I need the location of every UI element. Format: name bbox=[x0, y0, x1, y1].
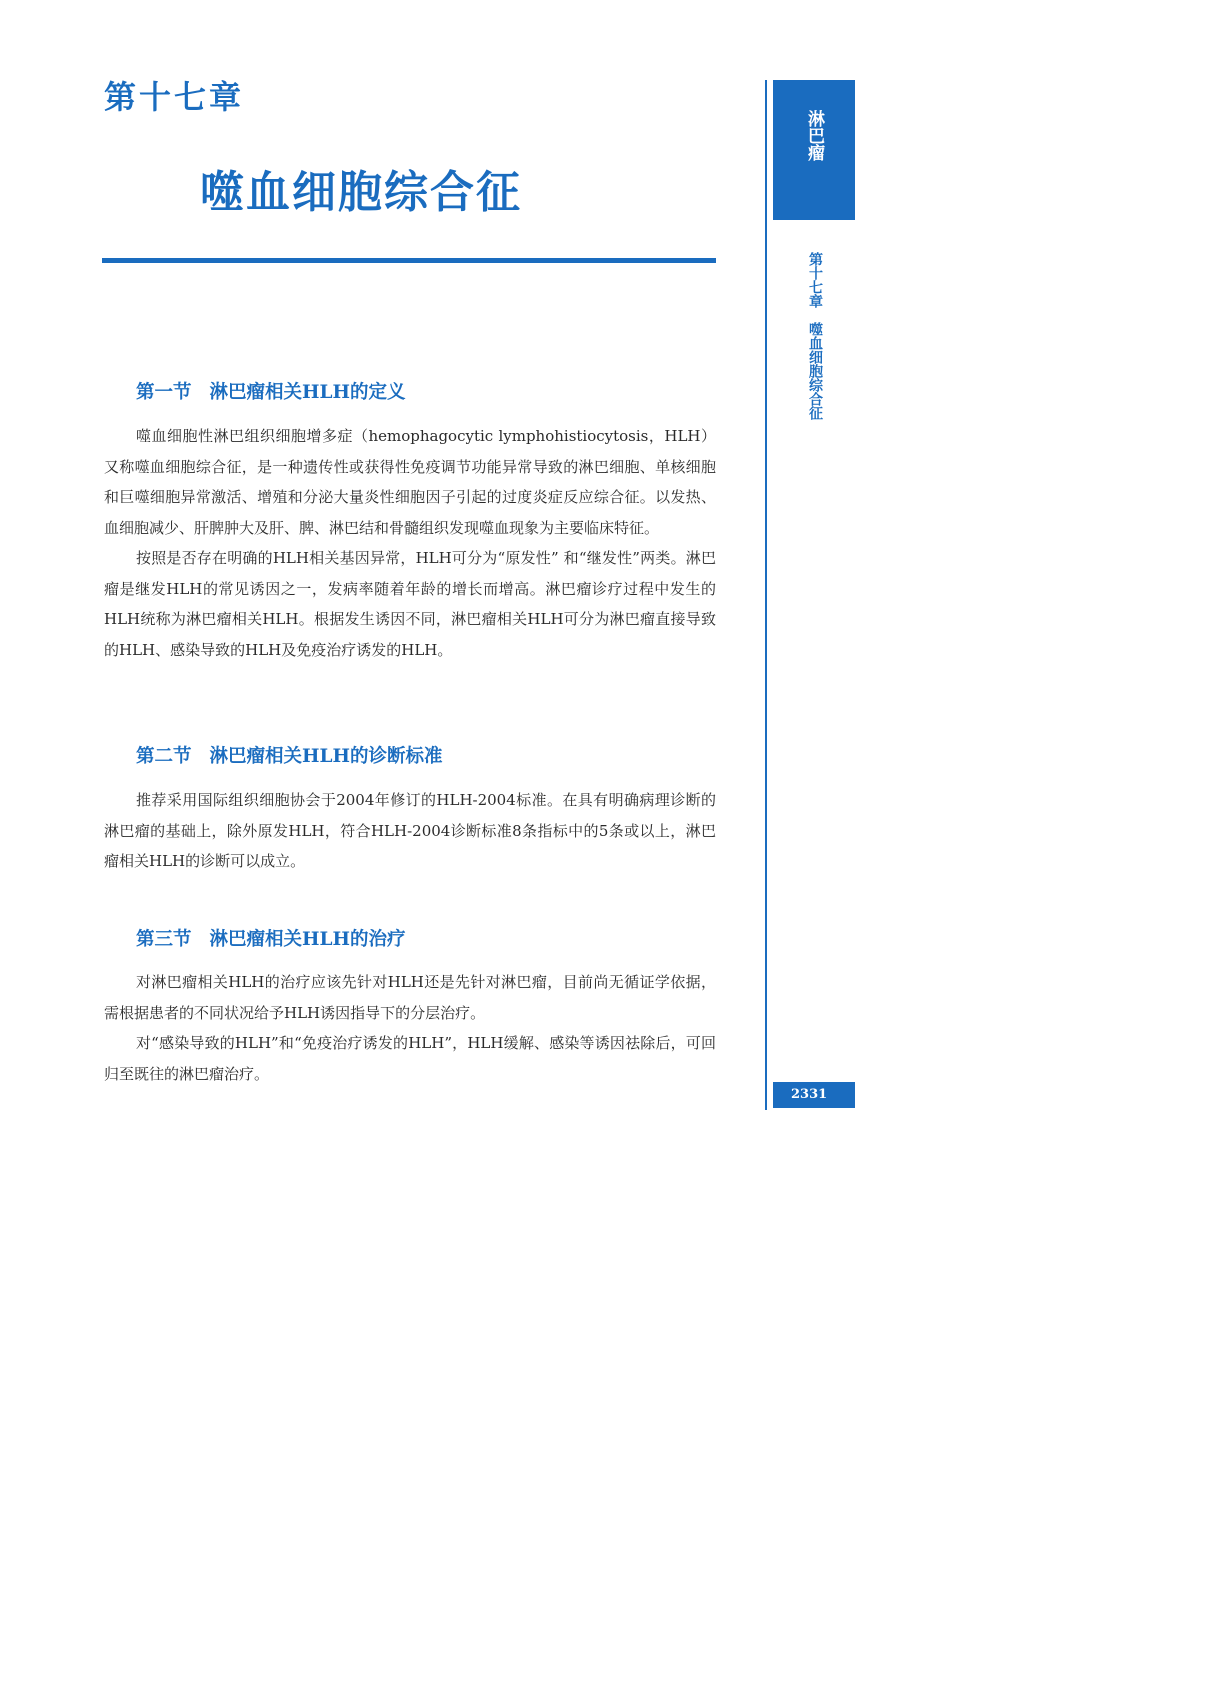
section-number: 第二节 bbox=[136, 746, 192, 767]
page-number: 2331 bbox=[773, 1082, 855, 1108]
section-body-2 bbox=[104, 785, 716, 877]
section-title: 淋巴瘤相关HLH的诊断标准 bbox=[209, 746, 443, 767]
chapter-title: 噬血细胞综合征 bbox=[200, 167, 522, 218]
paragraph: 对淋巴瘤相关HLH的治疗应该先针对HLH还是先针对淋巴瘤，目前尚无循证学依据，需根据患者的不同状况给予HLH诱因指导下的分层治疗。 bbox=[104, 973, 716, 1022]
sidebar-divider bbox=[765, 80, 767, 1110]
paragraph: 对“感染导致的HLH”和“免疫治疗诱发的HLH”，HLH缓解、感染等诱因祛除后，可回归至既往的淋巴瘤治疗。 bbox=[104, 1034, 716, 1083]
paragraph: 噬血细胞性淋巴组织细胞增多症（hemophagocytic lymphohistiocytosis，HLH）又称噬血细胞综合征，是一种遗传性或获得性免疫调节功能异常导致的淋巴细胞、单核细胞和巨噬细胞异常激活、增殖和分泌大量炎性细胞因子引起的过度炎症反应综合征。以发热、血细胞减少、肝脾肿大及肝、脾、淋巴结和骨髓组织发现噬血现象为主要临床特征。 bbox=[104, 427, 716, 537]
sidebar-tab-label: 淋巴瘤 bbox=[804, 110, 824, 161]
running-title: 噬血细胞综合征 bbox=[807, 322, 823, 420]
title-rule bbox=[102, 258, 716, 263]
section-title: 淋巴瘤相关HLH的定义 bbox=[209, 382, 406, 403]
section-title: 淋巴瘤相关HLH的治疗 bbox=[209, 929, 406, 950]
section-heading-3 bbox=[136, 925, 405, 951]
running-header bbox=[795, 252, 825, 452]
paragraph: 按照是否存在明确的HLH相关基因异常，HLH可分为“原发性” 和“继发性”两类。淋巴瘤是继发HLH的常见诱因之一，发病率随着年龄的增长而增高。淋巴瘤诊疗过程中发生的HLH统称为淋巴瘤相关HLH。根据发生诱因不同，淋巴瘤相关HLH可分为淋巴瘤直接导致的HLH、感染导致的HLH及免疫治疗诱发的HLH。 bbox=[104, 549, 716, 659]
section-heading-2 bbox=[136, 742, 442, 768]
section-number: 第三节 bbox=[136, 929, 192, 950]
section-number: 第一节 bbox=[136, 382, 192, 403]
sidebar-tab bbox=[773, 80, 855, 220]
running-chapter: 第十七章 bbox=[807, 252, 823, 308]
section-body-1 bbox=[104, 421, 716, 665]
section-heading-1 bbox=[136, 378, 405, 404]
section-body-3 bbox=[104, 967, 716, 1089]
paragraph: 推荐采用国际组织细胞协会于2004年修订的HLH-2004标准。在具有明确病理诊断的淋巴瘤的基础上，除外原发HLH，符合HLH-2004诊断标准8条指标中的5条或以上，淋巴瘤相关HLH的诊断可以成立。 bbox=[104, 791, 716, 870]
chapter-label: 第十七章 bbox=[104, 78, 245, 116]
